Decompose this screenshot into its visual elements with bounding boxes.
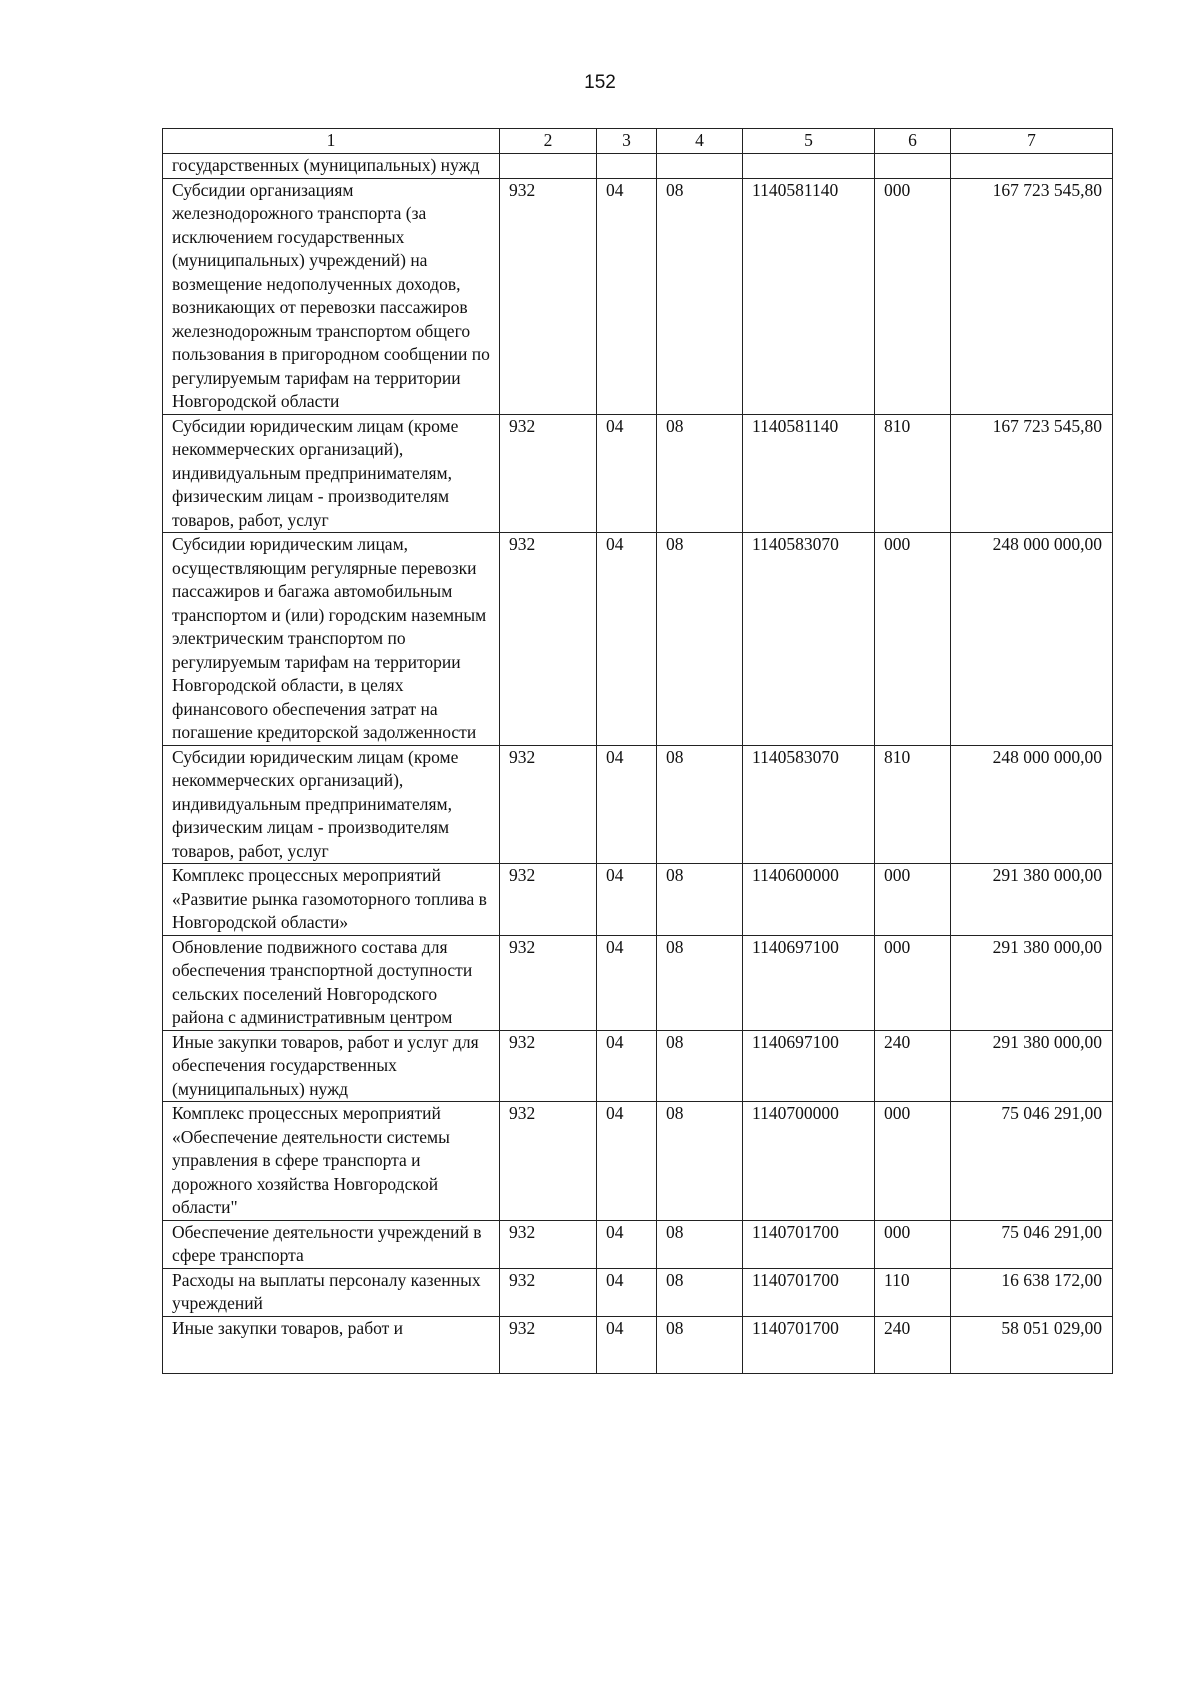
cell-administrator-code: 932 — [500, 178, 597, 414]
cell-amount: 248 000 000,00 — [951, 745, 1113, 864]
table-row — [163, 935, 1113, 1030]
cell-target-article — [743, 154, 875, 179]
row-description: Расходы на выплаты персоналу казенных учреждений — [163, 1268, 500, 1316]
cell-administrator-code: 932 — [500, 1030, 597, 1102]
row-description: Субсидии организациям железнодорожного транспорта (за исключением государственных (муниципальных) учреждений) на возмещение недополученных доходов, возникающих от перевозки пассажиров железнодорожным транспортом общего пользования в пригородном сообщении по регулируемым тарифам на территории Новгородской области — [163, 178, 500, 414]
cell-subsection: 08 — [657, 1102, 743, 1221]
table-row — [163, 1102, 1113, 1221]
cell-expense-type: 000 — [875, 935, 951, 1030]
cell-amount — [951, 154, 1113, 179]
cell-expense-type: 000 — [875, 178, 951, 414]
cell-subsection: 08 — [657, 1220, 743, 1268]
cell-administrator-code: 932 — [500, 1268, 597, 1316]
cell-section: 04 — [597, 178, 657, 414]
table-row — [163, 1316, 1113, 1373]
cell-administrator-code: 932 — [500, 864, 597, 936]
cell-section: 04 — [597, 1316, 657, 1373]
cell-administrator-code: 932 — [500, 533, 597, 746]
cell-expense-type: 810 — [875, 414, 951, 533]
row-description: Комплекс процессных мероприятий «Обеспечение деятельности системы управления в сфере транспорта и дорожного хозяйства Новгородской области" — [163, 1102, 500, 1221]
cell-administrator-code: 932 — [500, 745, 597, 864]
cell-expense-type: 000 — [875, 533, 951, 746]
cell-section: 04 — [597, 414, 657, 533]
table-row — [163, 1220, 1113, 1268]
cell-section — [597, 154, 657, 179]
cell-subsection: 08 — [657, 1268, 743, 1316]
cell-amount: 16 638 172,00 — [951, 1268, 1113, 1316]
column-header: 2 — [500, 129, 597, 154]
cell-administrator-code: 932 — [500, 1102, 597, 1221]
table-row — [163, 745, 1113, 864]
cell-amount: 291 380 000,00 — [951, 935, 1113, 1030]
row-description: Субсидии юридическим лицам (кроме некоммерческих организаций), индивидуальным предпринимателям, физическим лицам - производителям товаров, работ, услуг — [163, 745, 500, 864]
cell-target-article: 1140583070 — [743, 745, 875, 864]
cell-section: 04 — [597, 533, 657, 746]
cell-target-article: 1140700000 — [743, 1102, 875, 1221]
cell-section: 04 — [597, 1268, 657, 1316]
row-description: Субсидии юридическим лицам, осуществляющим регулярные перевозки пассажиров и багажа автомобильным транспортом и (или) городским наземным электрическим транспортом по регулируемым тарифам на территории Новгородской области, в целях финансового обеспечения затрат на погашение кредиторской задолженности — [163, 533, 500, 746]
cell-expense-type: 110 — [875, 1268, 951, 1316]
cell-expense-type: 000 — [875, 1220, 951, 1268]
cell-subsection: 08 — [657, 533, 743, 746]
table-row — [163, 1268, 1113, 1316]
table-row — [163, 864, 1113, 936]
column-header: 5 — [743, 129, 875, 154]
cell-expense-type: 000 — [875, 1102, 951, 1221]
cell-subsection: 08 — [657, 1316, 743, 1373]
row-description: Обновление подвижного состава для обеспечения транспортной доступности сельских поселений Новгородского района с административным центром — [163, 935, 500, 1030]
cell-section: 04 — [597, 1102, 657, 1221]
cell-target-article: 1140600000 — [743, 864, 875, 936]
cell-administrator-code: 932 — [500, 1316, 597, 1373]
cell-target-article: 1140697100 — [743, 1030, 875, 1102]
table-row — [163, 154, 1113, 179]
cell-target-article: 1140701700 — [743, 1316, 875, 1373]
cell-administrator-code: 932 — [500, 935, 597, 1030]
cell-administrator-code — [500, 154, 597, 179]
cell-subsection: 08 — [657, 935, 743, 1030]
cell-expense-type: 240 — [875, 1030, 951, 1102]
cell-section: 04 — [597, 1030, 657, 1102]
cell-amount: 58 051 029,00 — [951, 1316, 1113, 1373]
cell-target-article: 1140581140 — [743, 178, 875, 414]
row-description: Субсидии юридическим лицам (кроме некоммерческих организаций), индивидуальным предпринимателям, физическим лицам - производителям товаров, работ, услуг — [163, 414, 500, 533]
column-header: 3 — [597, 129, 657, 154]
cell-section: 04 — [597, 745, 657, 864]
column-header: 7 — [951, 129, 1113, 154]
column-header: 4 — [657, 129, 743, 154]
cell-amount: 291 380 000,00 — [951, 864, 1113, 936]
cell-amount: 75 046 291,00 — [951, 1102, 1113, 1221]
cell-expense-type: 240 — [875, 1316, 951, 1373]
cell-target-article: 1140581140 — [743, 414, 875, 533]
cell-target-article: 1140701700 — [743, 1268, 875, 1316]
cell-subsection: 08 — [657, 414, 743, 533]
cell-section: 04 — [597, 1220, 657, 1268]
row-description: государственных (муниципальных) нужд — [163, 154, 500, 179]
cell-subsection: 08 — [657, 864, 743, 936]
cell-subsection: 08 — [657, 1030, 743, 1102]
cell-subsection: 08 — [657, 178, 743, 414]
cell-subsection: 08 — [657, 745, 743, 864]
row-description: Иные закупки товаров, работ и услуг для обеспечения государственных (муниципальных) нужд — [163, 1030, 500, 1102]
cell-administrator-code: 932 — [500, 1220, 597, 1268]
cell-target-article: 1140583070 — [743, 533, 875, 746]
cell-section: 04 — [597, 935, 657, 1030]
column-header: 1 — [163, 129, 500, 154]
cell-amount: 167 723 545,80 — [951, 178, 1113, 414]
cell-subsection — [657, 154, 743, 179]
cell-target-article: 1140697100 — [743, 935, 875, 1030]
table-row — [163, 1030, 1113, 1102]
cell-expense-type: 810 — [875, 745, 951, 864]
cell-section: 04 — [597, 864, 657, 936]
table-row — [163, 533, 1113, 746]
row-description: Обеспечение деятельности учреждений в сфере транспорта — [163, 1220, 500, 1268]
row-description: Комплекс процессных мероприятий «Развитие рынка газомоторного топлива в Новгородской области» — [163, 864, 500, 936]
table-row — [163, 178, 1113, 414]
cell-amount: 167 723 545,80 — [951, 414, 1113, 533]
cell-expense-type: 000 — [875, 864, 951, 936]
cell-amount: 75 046 291,00 — [951, 1220, 1113, 1268]
row-description: Иные закупки товаров, работ и — [163, 1316, 500, 1373]
table-row — [163, 414, 1113, 533]
table-header-row — [163, 129, 1113, 154]
cell-amount: 248 000 000,00 — [951, 533, 1113, 746]
column-header: 6 — [875, 129, 951, 154]
cell-amount: 291 380 000,00 — [951, 1030, 1113, 1102]
budget-table — [162, 128, 1113, 1374]
cell-target-article: 1140701700 — [743, 1220, 875, 1268]
cell-administrator-code: 932 — [500, 414, 597, 533]
page-number: 152 — [584, 72, 616, 93]
cell-expense-type — [875, 154, 951, 179]
